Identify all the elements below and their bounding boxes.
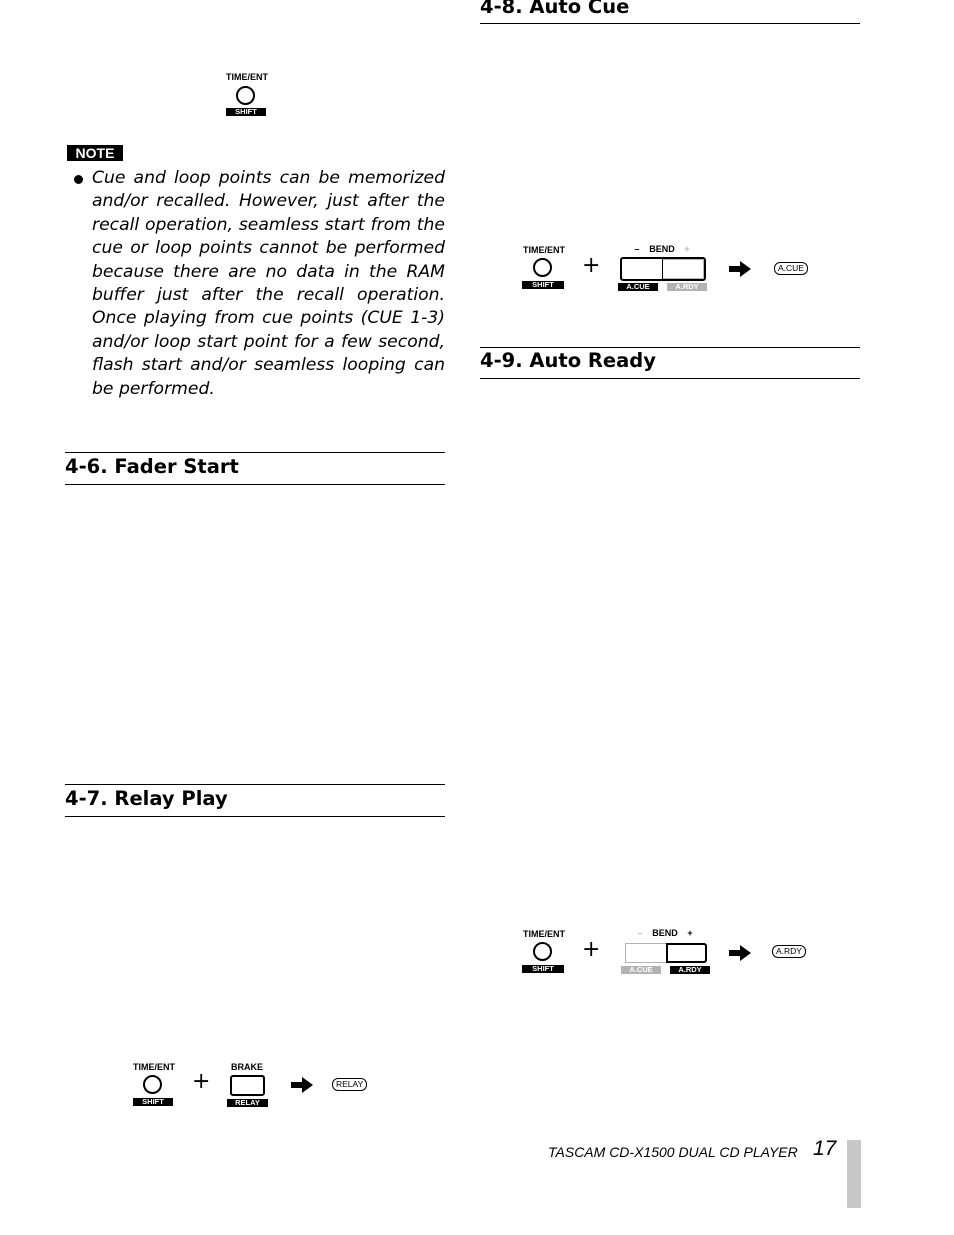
time-ent-label: TIME/ENT [523, 929, 565, 939]
bend-button [623, 941, 709, 965]
note-badge: NOTE [67, 145, 123, 161]
bend-plus-label: + [687, 928, 693, 938]
plus-sign: + [582, 253, 601, 278]
a-cue-indicator: A.CUE [774, 262, 808, 275]
relay-play-heading: 4-7. Relay Play [65, 787, 228, 810]
footer-product-name: TASCAM CD-X1500 DUAL CD PLAYER [548, 1144, 798, 1160]
bend-plus-half [663, 259, 704, 279]
page-number: 17 [813, 1137, 837, 1160]
plus-sign: + [582, 937, 601, 962]
bend-label: BEND [649, 244, 675, 254]
relay-indicator: RELAY [332, 1078, 367, 1091]
auto-cue-heading: 4-8. Auto Cue [480, 0, 630, 18]
time-ent-button [533, 942, 552, 961]
relay-label: RELAY [227, 1099, 268, 1107]
time-ent-button [236, 86, 255, 105]
shift-label: SHIFT [522, 281, 564, 289]
arrow-right-icon [729, 945, 751, 961]
time-ent-label: TIME/ENT [523, 245, 565, 255]
bend-plus-half [666, 943, 707, 963]
bend-minus-half [622, 259, 663, 279]
auto-ready-top-rule [480, 347, 860, 348]
bend-minus-label: – [634, 244, 640, 254]
time-ent-label: TIME/ENT [133, 1062, 175, 1072]
fader-start-heading: 4-6. Fader Start [65, 455, 239, 478]
shift-label: SHIFT [133, 1098, 173, 1106]
plus-sign: + [192, 1069, 211, 1094]
shift-label: SHIFT [226, 108, 266, 116]
arrow-right-icon [291, 1077, 313, 1093]
bend-minus-half [625, 943, 666, 963]
a-rdy-label: A.RDY [667, 283, 707, 291]
auto-ready-heading: 4-9. Auto Ready [480, 349, 656, 372]
bullet-icon [74, 175, 83, 184]
arrow-right-icon [729, 261, 751, 277]
a-cue-label: A.CUE [621, 966, 661, 974]
bend-plus-label: + [684, 244, 690, 254]
a-rdy-indicator: A.RDY [772, 945, 806, 958]
note-text: Cue and loop points can be memorized and/or recalled. However, just after the recall operation, seamless start from the cue or loop points cannot be performed because there are no data in the RAM buffer just after the recall operation. Once playing from cue points (CUE 1-3) and/or loop start point for a few second, flash start and/or seamless looping can be performed. [92, 168, 445, 399]
bend-minus-label: – [637, 928, 643, 938]
a-cue-label: A.CUE [618, 283, 658, 291]
page-edge-tab [847, 1140, 861, 1208]
brake-button [230, 1075, 265, 1096]
bend-label: BEND [652, 928, 678, 938]
time-ent-label: TIME/ENT [226, 72, 268, 82]
auto-cue-bottom-rule [480, 23, 860, 24]
shift-label: SHIFT [522, 965, 564, 973]
bend-button [620, 257, 706, 281]
brake-label: BRAKE [230, 1062, 263, 1072]
relay-play-bottom-rule [65, 816, 445, 817]
auto-ready-bottom-rule [480, 378, 860, 379]
time-ent-button [533, 258, 552, 277]
fader-start-bottom-rule [65, 484, 445, 485]
time-ent-button [143, 1075, 162, 1094]
a-rdy-label: A.RDY [670, 966, 710, 974]
fader-start-top-rule [65, 452, 445, 453]
relay-play-top-rule [65, 784, 445, 785]
